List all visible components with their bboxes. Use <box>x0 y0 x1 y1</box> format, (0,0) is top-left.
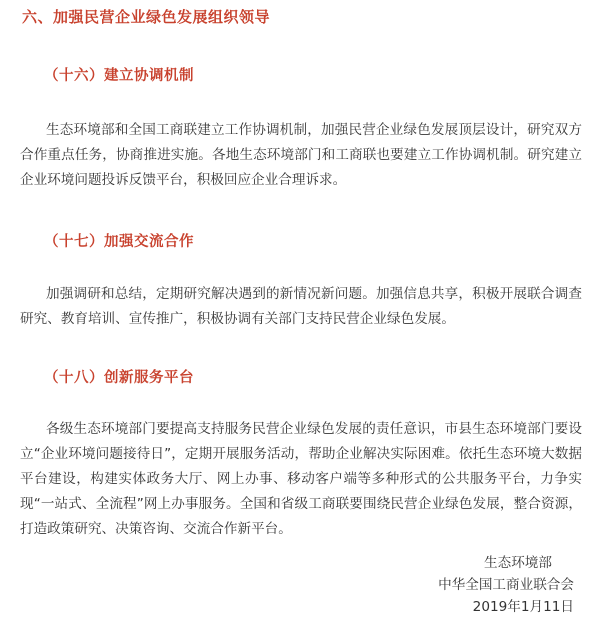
signature-date: 2019年1月11日 <box>472 599 574 615</box>
subsection-heading-18: （十八）创新服务平台 <box>44 370 194 386</box>
section-title: 六、加强民营企业绿色发展组织领导 <box>22 8 271 26</box>
subsection-heading-16: （十六）建立协调机制 <box>44 68 194 84</box>
subsection-heading-17: （十七）加强交流合作 <box>44 234 194 250</box>
signature-block <box>438 552 580 618</box>
subsection-body-18: 各级生态环境部门要提高支持服务民营企业绿色发展的责任意识，市县生态环境部门要设立“企业环境问题接待日”，定期开展服务活动，帮助企业解决实际困难。依托生态环境大数据平台建设，构建实体政务大厅、网上办事、移动客户端等多种形式的公共服务平台，力争实现“一站式、全流程”网上办事服务。全国和省级工商联要围绕民营企业绿色发展，整合资源，打造政策研究、决策咨询、交流合作新平台。 <box>20 421 582 537</box>
subsection-body-16: 生态环境部和全国工商联建立工作协调机制，加强民营企业绿色发展顶层设计，研究双方合作重点任务，协商推进实施。各地生态环境部门和工商联也要建立工作协调机制。研究建立企业环境问题投诉反馈平台，积极回应企业合理诉求。 <box>20 122 582 188</box>
signature-org-acfic: 中华全国工商业联合会 <box>438 577 574 593</box>
subsection-body-17: 加强调研和总结，定期研究解决遇到的新情况新问题。加强信息共享，积极开展联合调查研究、教育培训、宣传推广，积极协调有关部门支持民营企业绿色发展。 <box>20 286 582 327</box>
signature-org-mee: 生态环境部 <box>484 555 552 571</box>
